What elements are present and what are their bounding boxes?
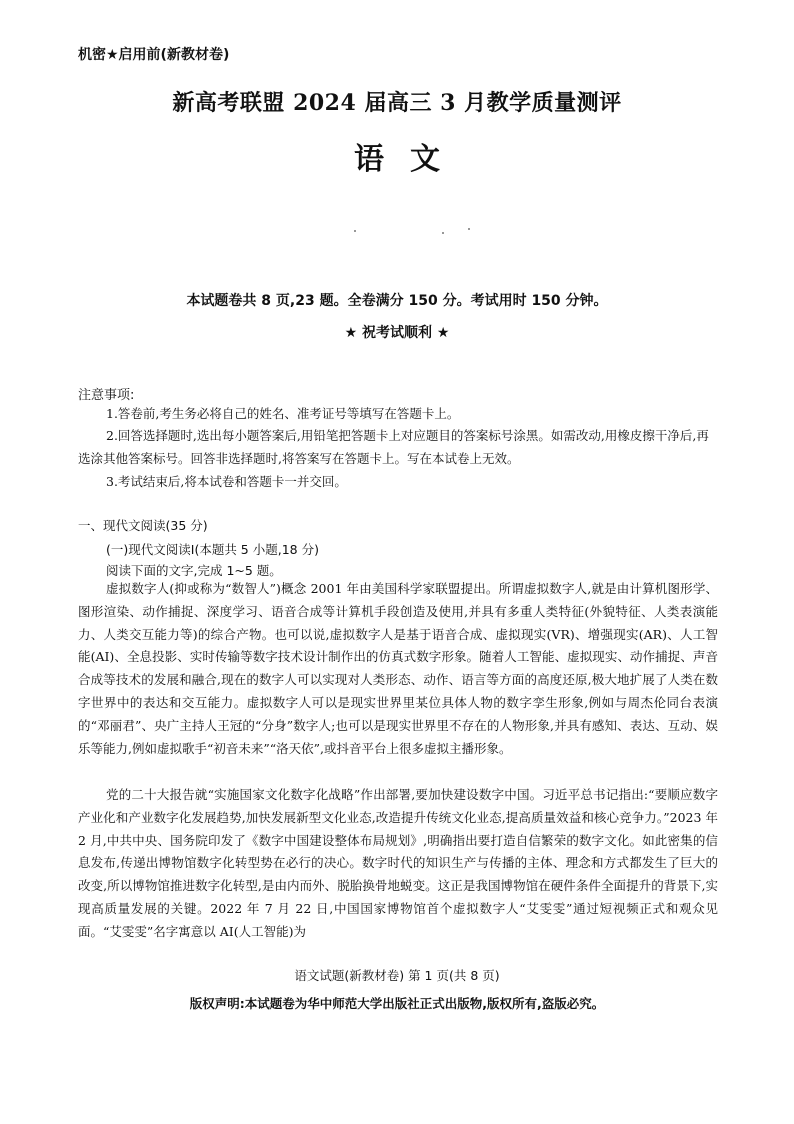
scan-specks: [350, 226, 490, 236]
exam-info: 本试题卷共 8 页,23 题。全卷满分 150 分。考试用时 150 分钟。: [186, 293, 608, 309]
note-item-3: 3.考试结束后,将本试卷和答题卡一并交回。: [106, 474, 347, 489]
exam-title: 新高考联盟 2024 届高三 3 月教学质量测评: [172, 90, 622, 116]
note-item-2: 2.回答选择题时,选出每小题答案后,用铅笔把答题卡上对应题目的答案标号涂黑。如需改动,用橡皮擦干净后,再选涂其他答案标号。回答非选择题时,将答案写在答题卡上。写在本试卷上无效。: [78, 428, 709, 466]
reading-instruction: 阅读下面的文字,完成 1~5 题。: [106, 563, 282, 578]
passage-paragraph-2: 党的二十大报告就“实施国家文化数字化战略”作出部署,要加快建设数字中国。习近平总书记指出:“要顺应数字产业化和产业数字化发展趋势,加快发展新型文化业态,改造提升传统文化业态,提高质量效益和核心竞争力。”2023 年 2 月,中共中央、国务院印发了《数字中国建设整体布局规划》,明确指出要打造自信繁荣的数字文化。如此密集的信息发布,传递出博物馆数字化转型势在必行的决心。数字时代的知识生产与传播的主体、理念和方式都发生了巨大的改变,所以博物馆推进数字化转型,是由内而外、脱胎换骨地蜕变。这正是我国博物馆在硬件条件全面提升的背景下,实现高质量发展的关键。2022 年 7 月 22 日,中国国家博物馆首个虚拟数字人“艾雯雯”通过短视频正式和观众见面。“艾雯雯”名字寓意以 AI(人工智能)为: [78, 787, 718, 939]
copyright-notice: 版权声明:本试题卷为华中师范大学出版社正式出版物,版权所有,盗版必究。: [189, 996, 605, 1011]
confidential-label: 机密★启用前(新教材卷): [78, 47, 230, 63]
section-title: 一、现代文阅读(35 分): [78, 518, 208, 533]
note-item-1: 1.答卷前,考生务必将自己的姓名、准考证号等填写在答题卡上。: [106, 406, 460, 421]
page-footer: 语文试题(新教材卷) 第 1 页(共 8 页): [294, 968, 500, 983]
notes-title: 注意事项:: [78, 388, 135, 403]
passage-paragraph-1: 虚拟数字人(抑或称为“数智人”)概念 2001 年由美国科学家联盟提出。所谓虚拟数字人,就是由计算机图形学、图形渲染、动作捕捉、深度学习、语音合成等计算机手段创造及使用,并具有多重人类特征(外貌特征、人类表演能力、人类交互能力等)的综合产物。也可以说,虚拟数字人是基于语音合成、虚拟现实(VR)、增强现实(AR)、人工智能(AI)、全息投影、实时传输等数字技术设计制作出的仿真式数字形象。随着人工智能、虚拟现实、动作捕捉、声音合成等技术的发展和融合,现在的数字人可以实现对人类形态、动作、语言等方面的高度还原,极大地扩展了人类在数字世界中的表达和交互能力。虚拟数字人可以是现实世界里某位具体人物的数字孪生形象,例如与周杰伦同台表演的“邓丽君”、央广主持人王冠的“分身”数字人;也可以是现实世界里不存在的人物形象,并具有感知、表达、互动、娱乐等能力,例如虚拟歌手“初音未来”“洛天依”,或抖音平台上很多虚拟主播形象。: [78, 581, 718, 756]
subject-title: 语文: [354, 142, 466, 177]
good-luck-line: ★ 祝考试顺利 ★: [344, 325, 450, 341]
subsection-title: (一)现代文阅读Ⅰ(本题共 5 小题,18 分): [106, 542, 319, 557]
